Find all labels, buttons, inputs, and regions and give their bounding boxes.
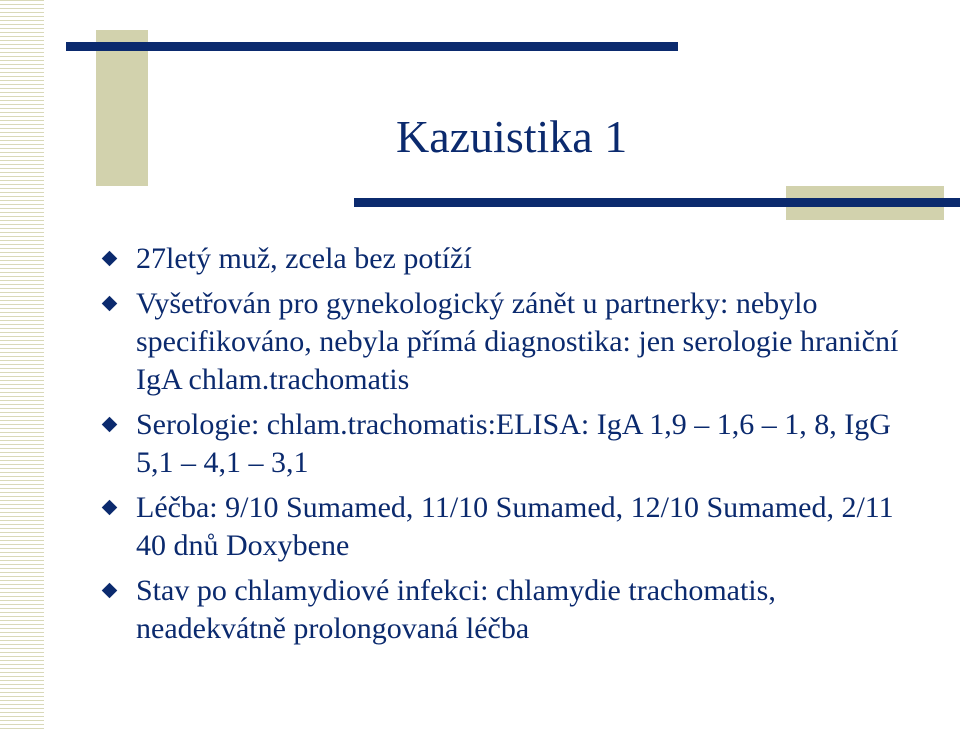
diamond-bullet-icon — [102, 583, 118, 599]
bullet-text: Léčba: 9/10 Sumamed, 11/10 Sumamed, 12/10 Sumamed, 2/11 40 dnů Doxybene — [136, 491, 894, 562]
striped-margin-decoration — [0, 0, 44, 730]
bullet-item — [96, 572, 916, 648]
slide-title: Kazuistika 1 — [396, 111, 628, 162]
diamond-bullet-icon — [102, 251, 118, 267]
bullet-item — [96, 406, 916, 482]
decorative-square-top-left — [96, 30, 148, 186]
decorative-bar-under-title — [354, 198, 960, 207]
diamond-bullet-icon — [102, 417, 118, 433]
bullet-item — [96, 489, 916, 565]
bullet-text: Vyšetřován pro gynekologický zánět u partnerky: nebylo specifikováno, nebyla přímá diagnostika: jen serologie hraniční IgA chlam.trachomatis — [136, 287, 899, 396]
diamond-bullet-icon — [102, 296, 118, 312]
bullet-text: 27letý muž, zcela bez potíží — [136, 242, 472, 275]
bullet-item — [96, 240, 916, 278]
bullet-item — [96, 285, 916, 399]
bullet-text: Serologie: chlam.trachomatis:ELISA: IgA 1,9 – 1,6 – 1, 8, IgG 5,1 – 4,1 – 3,1 — [136, 408, 891, 479]
decorative-bar-top — [66, 42, 678, 51]
diamond-bullet-icon — [102, 500, 118, 516]
bullet-list — [96, 240, 916, 655]
bullet-text: Stav po chlamydiové infekci: chlamydie trachomatis, neadekvátně prolongovaná léčba — [136, 574, 776, 645]
